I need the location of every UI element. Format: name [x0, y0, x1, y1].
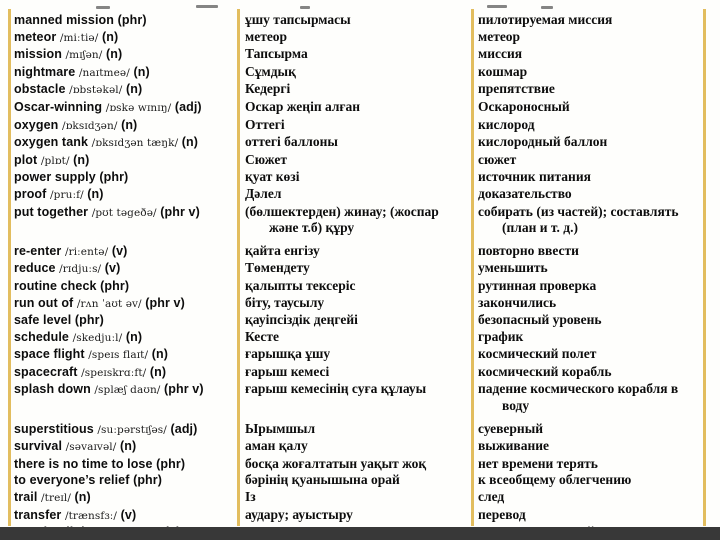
part-of-speech: (phr v) — [164, 382, 204, 397]
russian-translation-cell: Оскароносный — [478, 98, 570, 114]
part-of-speech: (phr) — [133, 473, 163, 488]
part-of-speech: (phr) — [117, 13, 147, 27]
vocab-row — [14, 472, 706, 489]
english-term-cell — [14, 46, 240, 64]
vocab-row — [14, 243, 706, 261]
headword: oxygen tank — [14, 135, 89, 150]
headword: there is no time to lose — [14, 456, 153, 471]
english-term-cell — [14, 29, 240, 47]
kazakh-translation-cell: Дәлел — [245, 185, 282, 201]
russian-translation-cell: падение космического корабля в воду — [478, 381, 679, 414]
vocab-row — [14, 278, 706, 295]
english-term-cell — [14, 186, 240, 204]
headword: splash down — [14, 382, 91, 397]
part-of-speech: (n) — [74, 490, 91, 505]
vocab-row — [14, 81, 706, 99]
russian-translation-cell: космический корабль — [478, 363, 612, 379]
phonetic-transcription: /rɪdjuːs/ — [59, 263, 102, 276]
headword: power supply — [14, 170, 96, 185]
headword: meteor — [14, 29, 57, 44]
headword: routine check — [14, 278, 97, 293]
kazakh-translation-cell: босқа жоғалтатын уақыт жоқ — [245, 455, 427, 471]
russian-translation-cell: кислородный баллон — [478, 134, 608, 150]
phonetic-transcription: /ɒskə wɪnɪŋ/ — [105, 101, 172, 114]
phonetic-transcription: /speɪs flaɪt/ — [88, 349, 149, 362]
kazakh-translation-cell: ұшу тапсырмасы — [245, 12, 351, 27]
phonetic-transcription: /mɪʃən/ — [65, 49, 103, 62]
english-term-cell — [14, 472, 240, 489]
english-term-cell — [14, 364, 240, 382]
kazakh-translation-cell: (бөлшектерден) жинау; (жоспар және т.б) құру — [245, 203, 439, 236]
phonetic-transcription: /plɒt/ — [40, 154, 70, 167]
phonetic-transcription: /naɪtmeə/ — [78, 66, 130, 79]
phonetic-transcription: /riːentə/ — [64, 245, 109, 258]
part-of-speech: (n) — [125, 82, 143, 97]
part-of-speech: (phr) — [74, 313, 104, 328]
part-of-speech: (phr v) — [160, 204, 200, 219]
english-term-cell — [14, 489, 240, 507]
english-term-cell — [14, 346, 240, 364]
vocab-row — [14, 381, 706, 414]
russian-translation-cell: миссия — [478, 46, 523, 62]
headword: plot — [14, 152, 38, 167]
russian-translation-cell: закончились — [478, 294, 557, 310]
kazakh-translation-cell: қалыпты тексеріс — [245, 277, 356, 293]
phonetic-transcription: /rʌn ˈaʊt əv/ — [76, 297, 142, 310]
phonetic-transcription: /pruːf/ — [50, 188, 84, 201]
english-term-cell — [14, 507, 240, 525]
headword: Oscar-winning — [14, 99, 103, 114]
phonetic-transcription: /speɪskrɑːft/ — [81, 366, 147, 379]
headword: proof — [14, 186, 47, 201]
kazakh-translation-cell: Ырымшыл — [245, 420, 316, 436]
russian-translation-cell: доказательство — [478, 185, 572, 201]
table-border-left — [8, 9, 11, 526]
russian-translation-cell: кошмар — [478, 63, 528, 79]
part-of-speech: (n) — [119, 439, 137, 454]
english-term-cell — [14, 329, 240, 347]
part-of-speech: (n) — [149, 364, 167, 379]
english-term-cell — [14, 278, 240, 295]
vocab-row — [14, 438, 706, 456]
headword: oxygen — [14, 117, 59, 132]
russian-translation-cell: сюжет — [478, 151, 517, 167]
english-term-cell — [14, 243, 240, 261]
russian-translation-cell: препятствие — [478, 81, 555, 97]
english-term-cell — [14, 456, 240, 473]
part-of-speech: (n) — [73, 152, 90, 167]
vocab-row — [14, 186, 706, 204]
vocab-row — [14, 312, 706, 329]
vocab-row — [14, 260, 706, 278]
headword: mission — [14, 47, 62, 62]
russian-translation-cell: к всеобщему облегчению — [478, 472, 632, 488]
english-term-cell — [14, 64, 240, 82]
kazakh-translation-cell: Тапсырма — [245, 46, 308, 62]
russian-translation-cell: безопасный уровень — [478, 312, 602, 328]
kazakh-translation-cell: қайта енгізу — [245, 242, 320, 258]
russian-translation-cell: пилотируемая миссия — [478, 12, 613, 27]
russian-translation-cell: график — [478, 328, 524, 344]
headword: safe level — [14, 313, 72, 328]
kazakh-translation-cell: Сюжет — [245, 151, 287, 167]
kazakh-translation-cell: Із — [245, 489, 256, 505]
part-of-speech: (v) — [111, 243, 128, 258]
vocab-row — [14, 99, 706, 117]
kazakh-translation-cell: біту, таусылу — [245, 294, 325, 310]
vocab-row — [14, 329, 706, 347]
vocab-row — [14, 134, 706, 152]
cut-off-text-artifact — [487, 5, 507, 8]
phonetic-transcription: /suːpərstɪʃəs/ — [97, 423, 167, 436]
vocab-row — [14, 364, 706, 382]
phonetic-transcription: /splæʃ daʊn/ — [94, 384, 161, 397]
english-term-cell — [14, 421, 240, 439]
headword: superstitious — [14, 421, 94, 436]
kazakh-translation-cell: Сұмдық — [245, 63, 296, 79]
phonetic-transcription: /ɒksɪdʒən tæŋk/ — [91, 137, 179, 150]
russian-translation-cell: суеверный — [478, 420, 544, 436]
kazakh-translation-cell: бәрінің қуанышына орай — [245, 472, 400, 488]
english-term-cell — [14, 312, 240, 329]
english-term-cell — [14, 204, 240, 237]
english-term-cell — [14, 438, 240, 456]
headword: nightmare — [14, 64, 76, 79]
cut-off-text-artifact — [300, 6, 310, 9]
vocab-row — [14, 12, 706, 29]
english-term-cell — [14, 12, 240, 29]
kazakh-translation-cell: метеор — [245, 28, 288, 44]
headword: transfer — [14, 507, 62, 522]
part-of-speech: (n) — [133, 64, 150, 79]
cut-off-text-artifact — [541, 6, 553, 9]
russian-translation-cell: кислород — [478, 116, 535, 132]
vocab-row — [14, 507, 706, 525]
headword: run out of — [14, 295, 74, 310]
kazakh-translation-cell: Оскар жеңіп алған — [245, 98, 361, 114]
headword: spacecraft — [14, 364, 78, 379]
vocab-row — [14, 421, 706, 439]
vocab-row — [14, 64, 706, 82]
part-of-speech: (phr) — [99, 170, 129, 185]
part-of-speech: (n) — [125, 329, 143, 344]
english-term-cell — [14, 295, 240, 313]
phonetic-transcription: /miːtiə/ — [59, 31, 99, 44]
english-term-cell — [14, 260, 240, 278]
russian-translation-cell: космический полет — [478, 346, 597, 362]
part-of-speech: (v) — [104, 261, 121, 276]
kazakh-translation-cell: аман қалу — [245, 438, 308, 454]
russian-translation-cell: уменьшить — [478, 260, 548, 276]
bottom-dark-bar — [0, 527, 720, 540]
kazakh-translation-cell: қуат көзі — [245, 169, 300, 185]
headword: manned mission — [14, 13, 115, 27]
cut-off-text-artifact — [196, 5, 218, 8]
phonetic-transcription: /ɒksɪdʒən/ — [61, 119, 118, 132]
headword: space flight — [14, 347, 85, 362]
kazakh-translation-cell: Оттегі — [245, 116, 285, 132]
kazakh-translation-cell: Төмендету — [245, 260, 310, 276]
kazakh-translation-cell: Кедергі — [245, 81, 291, 97]
part-of-speech: (phr v) — [145, 295, 185, 310]
headword: trail — [14, 490, 38, 505]
part-of-speech: (v) — [120, 507, 137, 522]
headword: obstacle — [14, 82, 66, 97]
kazakh-translation-cell: аудару; ауыстыру — [245, 506, 353, 522]
phonetic-transcription: /trænsfɜː/ — [64, 509, 118, 522]
part-of-speech: (adj) — [170, 421, 198, 436]
vocab-row — [14, 346, 706, 364]
kazakh-translation-cell: қауіпсіздік деңгейі — [245, 312, 358, 328]
russian-translation-cell: нет времени терять — [478, 455, 598, 471]
headword: re-enter — [14, 243, 62, 258]
english-term-cell — [14, 152, 240, 170]
english-term-cell — [14, 134, 240, 152]
part-of-speech: (n) — [151, 347, 168, 362]
part-of-speech: (n) — [181, 135, 199, 150]
russian-translation-cell: след — [478, 489, 505, 505]
vocab-row — [14, 117, 706, 135]
cut-off-text-artifact — [96, 6, 110, 9]
vocab-row — [14, 152, 706, 170]
headword: survival — [14, 439, 63, 454]
english-term-cell — [14, 99, 240, 117]
russian-translation-cell: собирать (из частей); составлять (план и т. д.) — [478, 203, 679, 236]
vocab-row — [14, 169, 706, 186]
vocab-row — [14, 489, 706, 507]
kazakh-translation-cell: ғарыш кемесінің суға құлауы — [245, 381, 427, 397]
headword: schedule — [14, 329, 69, 344]
part-of-speech: (phr) — [100, 278, 130, 293]
english-term-cell — [14, 81, 240, 99]
kazakh-translation-cell: ғарыш кемесі — [245, 363, 330, 379]
headword: put together — [14, 204, 89, 219]
vocab-row — [14, 456, 706, 473]
headword: to everyone’s relief — [14, 473, 130, 488]
russian-translation-cell: источник питания — [478, 169, 591, 185]
headword: reduce — [14, 261, 56, 276]
part-of-speech: (phr) — [156, 456, 186, 471]
part-of-speech: (adj) — [174, 99, 202, 114]
part-of-speech: (n) — [121, 117, 138, 132]
vocab-row — [14, 204, 706, 237]
english-term-cell — [14, 381, 240, 414]
phonetic-transcription: /skedjuːl/ — [72, 331, 123, 344]
part-of-speech: (n) — [106, 47, 123, 62]
phonetic-transcription: /treɪl/ — [41, 492, 71, 505]
english-term-cell — [14, 169, 240, 186]
kazakh-translation-cell: Кесте — [245, 328, 280, 344]
vocab-row — [14, 46, 706, 64]
vocab-row — [14, 295, 706, 313]
russian-translation-cell: метеор — [478, 28, 521, 44]
part-of-speech: (n) — [87, 186, 104, 201]
vocab-row — [14, 29, 706, 47]
vocab-rows — [14, 12, 706, 540]
phonetic-transcription: /ɒbstəkəl/ — [69, 84, 123, 97]
part-of-speech: (n) — [101, 29, 119, 44]
phonetic-transcription: /pʊt təgeðə/ — [91, 206, 157, 219]
russian-translation-cell: выживание — [478, 438, 549, 454]
phonetic-transcription: /səvaɪvəl/ — [65, 441, 117, 454]
kazakh-translation-cell: ғарышқа ұшу — [245, 346, 331, 362]
russian-translation-cell: повторно ввести — [478, 242, 579, 258]
english-term-cell — [14, 117, 240, 135]
russian-translation-cell: перевод — [478, 506, 526, 522]
russian-translation-cell: рутинная проверка — [478, 277, 597, 293]
kazakh-translation-cell: оттегі баллоны — [245, 134, 338, 150]
